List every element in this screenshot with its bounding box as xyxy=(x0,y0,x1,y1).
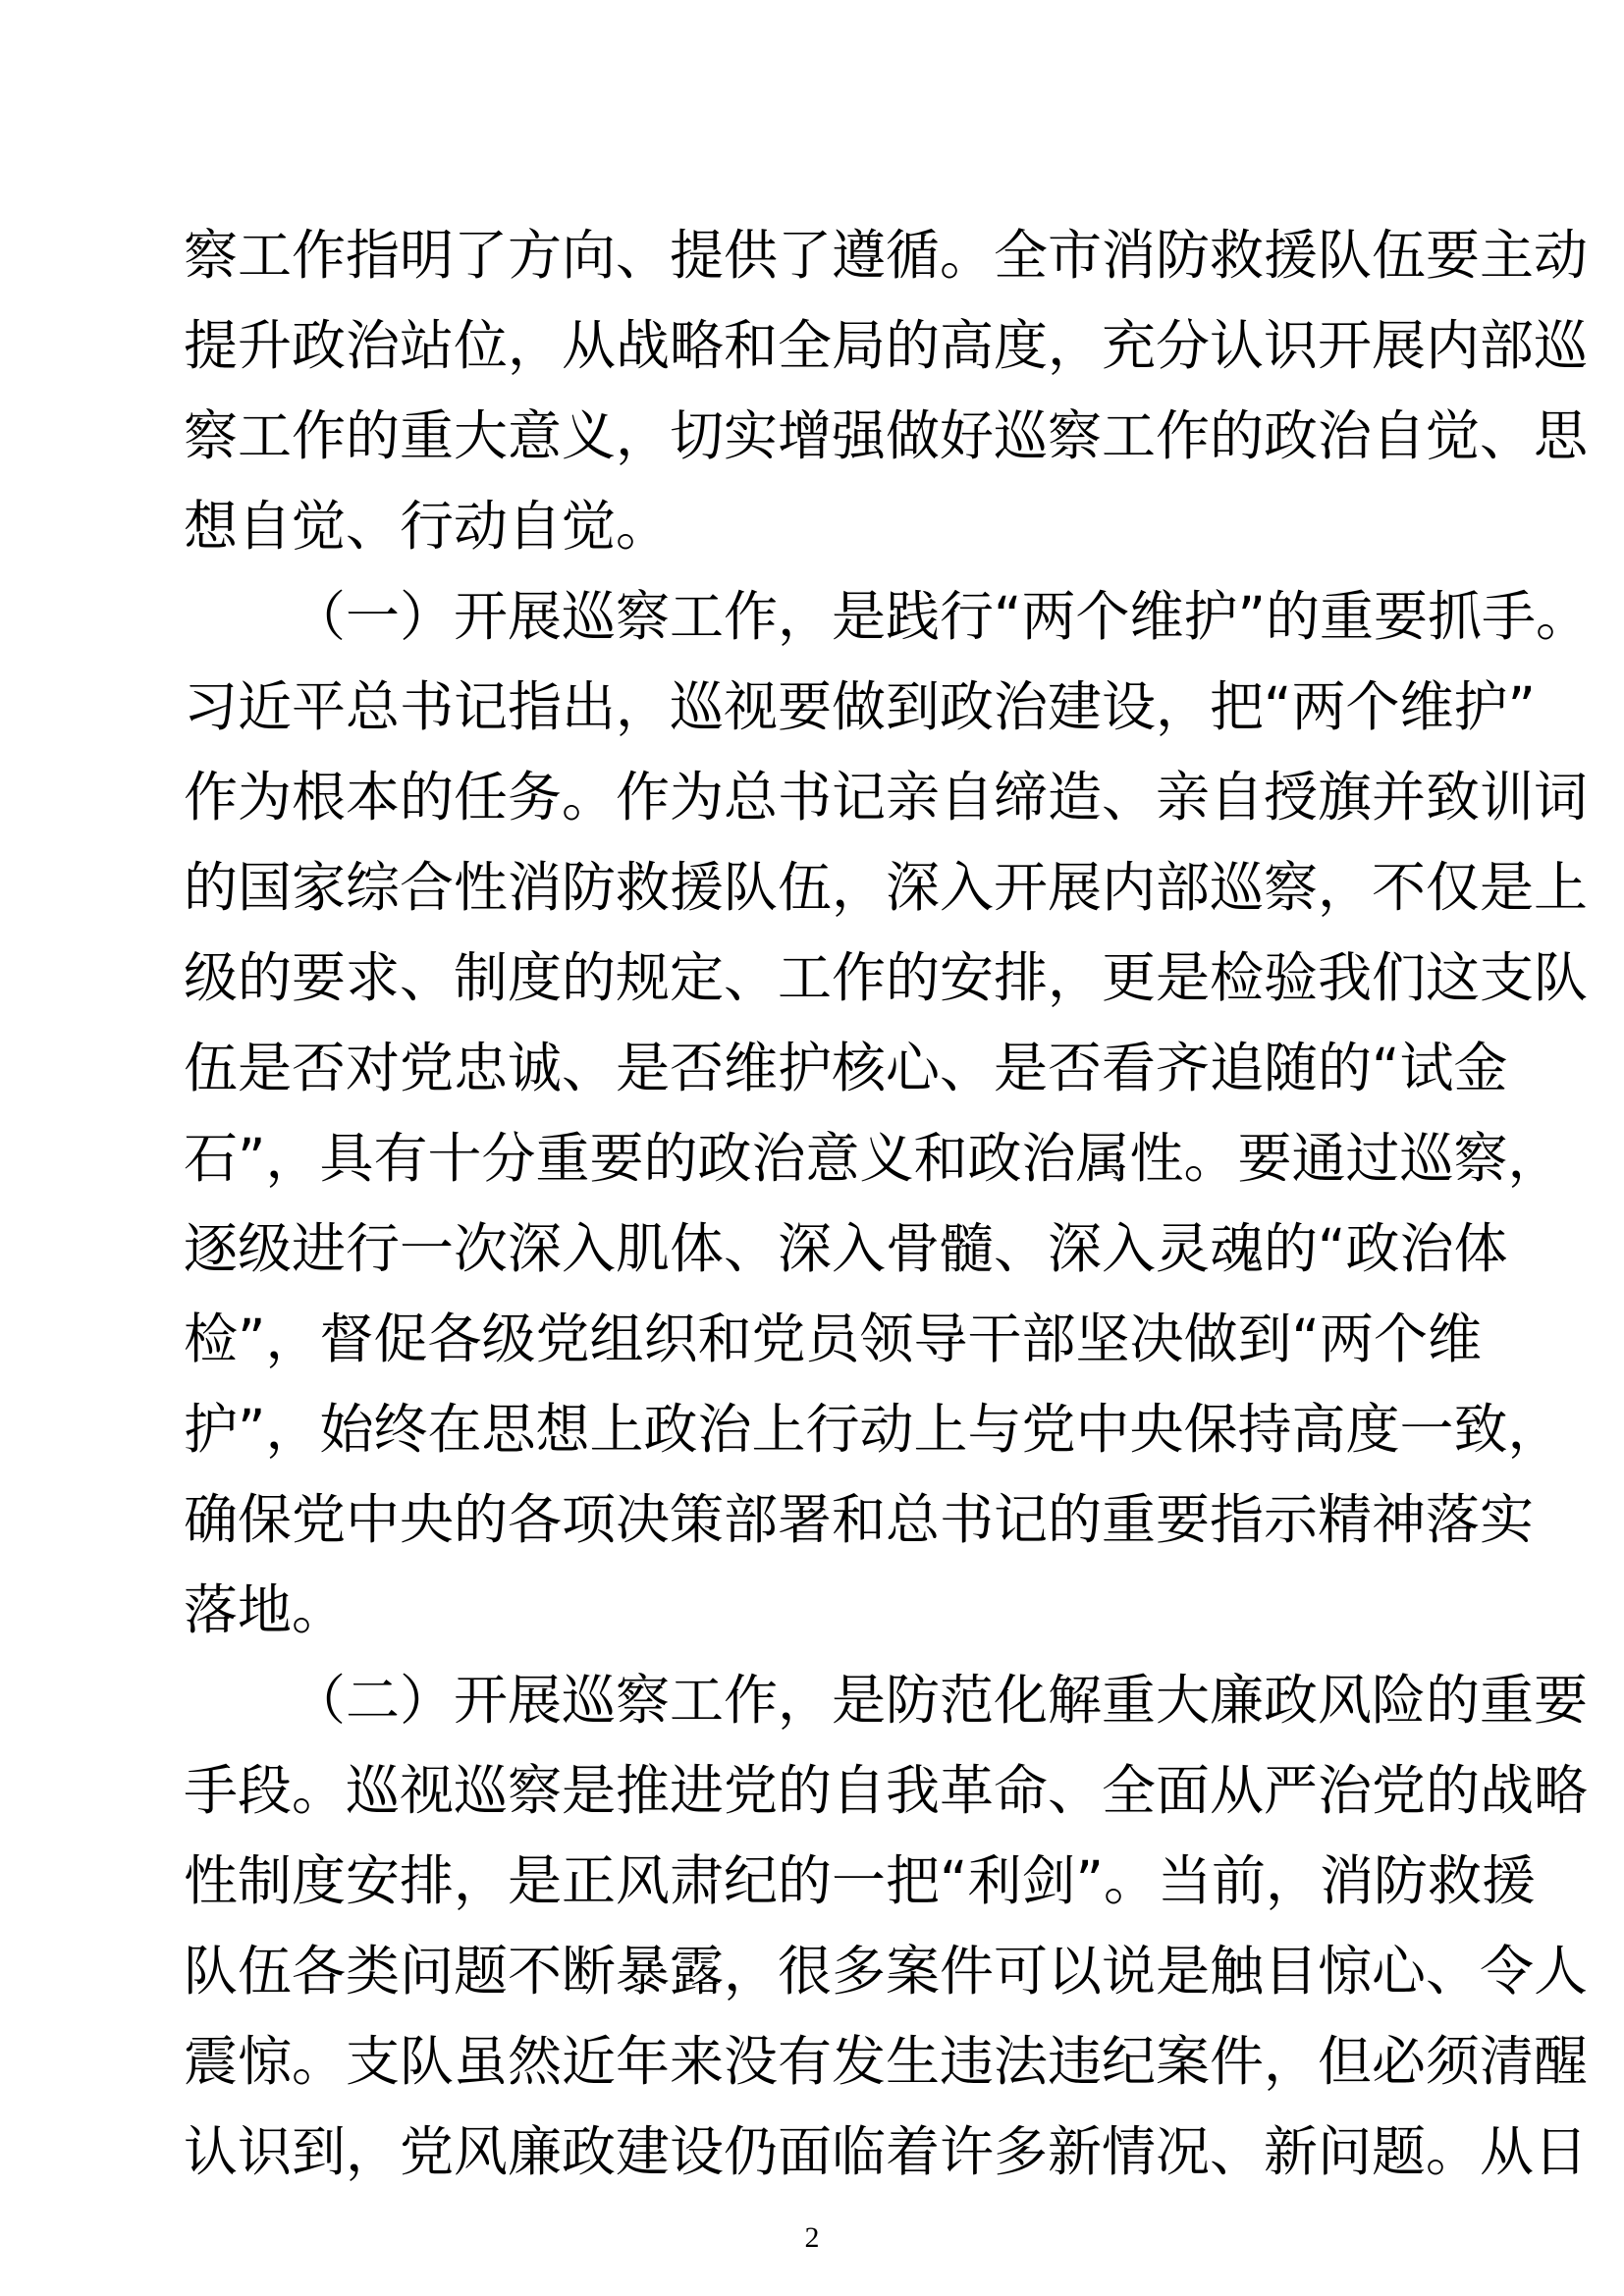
text-line: 落地。 xyxy=(184,1578,347,1641)
text-line: 提升政治站位，从战略和全局的高度，充分认识开展内部巡 xyxy=(184,314,1589,377)
text-line: 认识到，党风廉政建设仍面临着许多新情况、新问题。从日 xyxy=(184,2120,1589,2183)
text-line: 的国家综合性消防救援队伍，深入开展内部巡察，不仅是上 xyxy=(184,856,1589,919)
text-line: 队伍各类问题不断暴露，很多案件可以说是触目惊心、令人 xyxy=(184,1940,1589,2002)
text-line: 作为根本的任务。作为总书记亲自缔造、亲自授旗并致训词 xyxy=(184,766,1589,828)
text-line: 手段。巡视巡察是推进党的自我革命、全面从严治党的战略 xyxy=(184,1759,1589,1822)
text-line: 级的要求、制度的规定、工作的安排，更是检验我们这支队 xyxy=(184,946,1589,1009)
text-line: 想自觉、行动自觉。 xyxy=(184,495,671,558)
text-line: 伍是否对党忠诚、是否维护核心、是否看齐追随的“试金 xyxy=(184,1037,1508,1099)
text-line: 逐级进行一次深入肌体、深入骨髓、深入灵魂的“政治体 xyxy=(184,1217,1508,1280)
text-line: 察工作的重大意义，切实增强做好巡察工作的政治自觉、思 xyxy=(184,404,1589,467)
text-line: 震惊。支队虽然近年来没有发生违法违纪案件，但必须清醒 xyxy=(184,2030,1589,2093)
paragraph-heading-1: （一）开展巡察工作，是践行“两个维护”的重要抓手。 xyxy=(292,585,1590,648)
paragraph-heading-2: （二）开展巡察工作，是防范化解重大廉政风险的重要 xyxy=(292,1669,1589,1732)
text-line: 习近平总书记指出，巡视要做到政治建设，把“两个维护” xyxy=(184,675,1536,738)
text-line: 察工作指明了方向、提供了遵循。全市消防救援队伍要主动 xyxy=(184,224,1589,287)
page-number: 2 xyxy=(804,2221,820,2254)
text-line: 护”，始终在思想上政治上行动上与党中央保持高度一致， xyxy=(184,1398,1562,1461)
text-line: 性制度安排，是正风肃纪的一把“利剑”。当前，消防救援 xyxy=(184,1849,1536,1912)
text-line: 石”，具有十分重要的政治意义和政治属性。要通过巡察， xyxy=(184,1127,1562,1190)
text-line: 检”，督促各级党组织和党员领导干部坚决做到“两个维 xyxy=(184,1308,1482,1370)
text-line: 确保党中央的各项决策部署和总书记的重要指示精神落实 xyxy=(184,1488,1535,1551)
